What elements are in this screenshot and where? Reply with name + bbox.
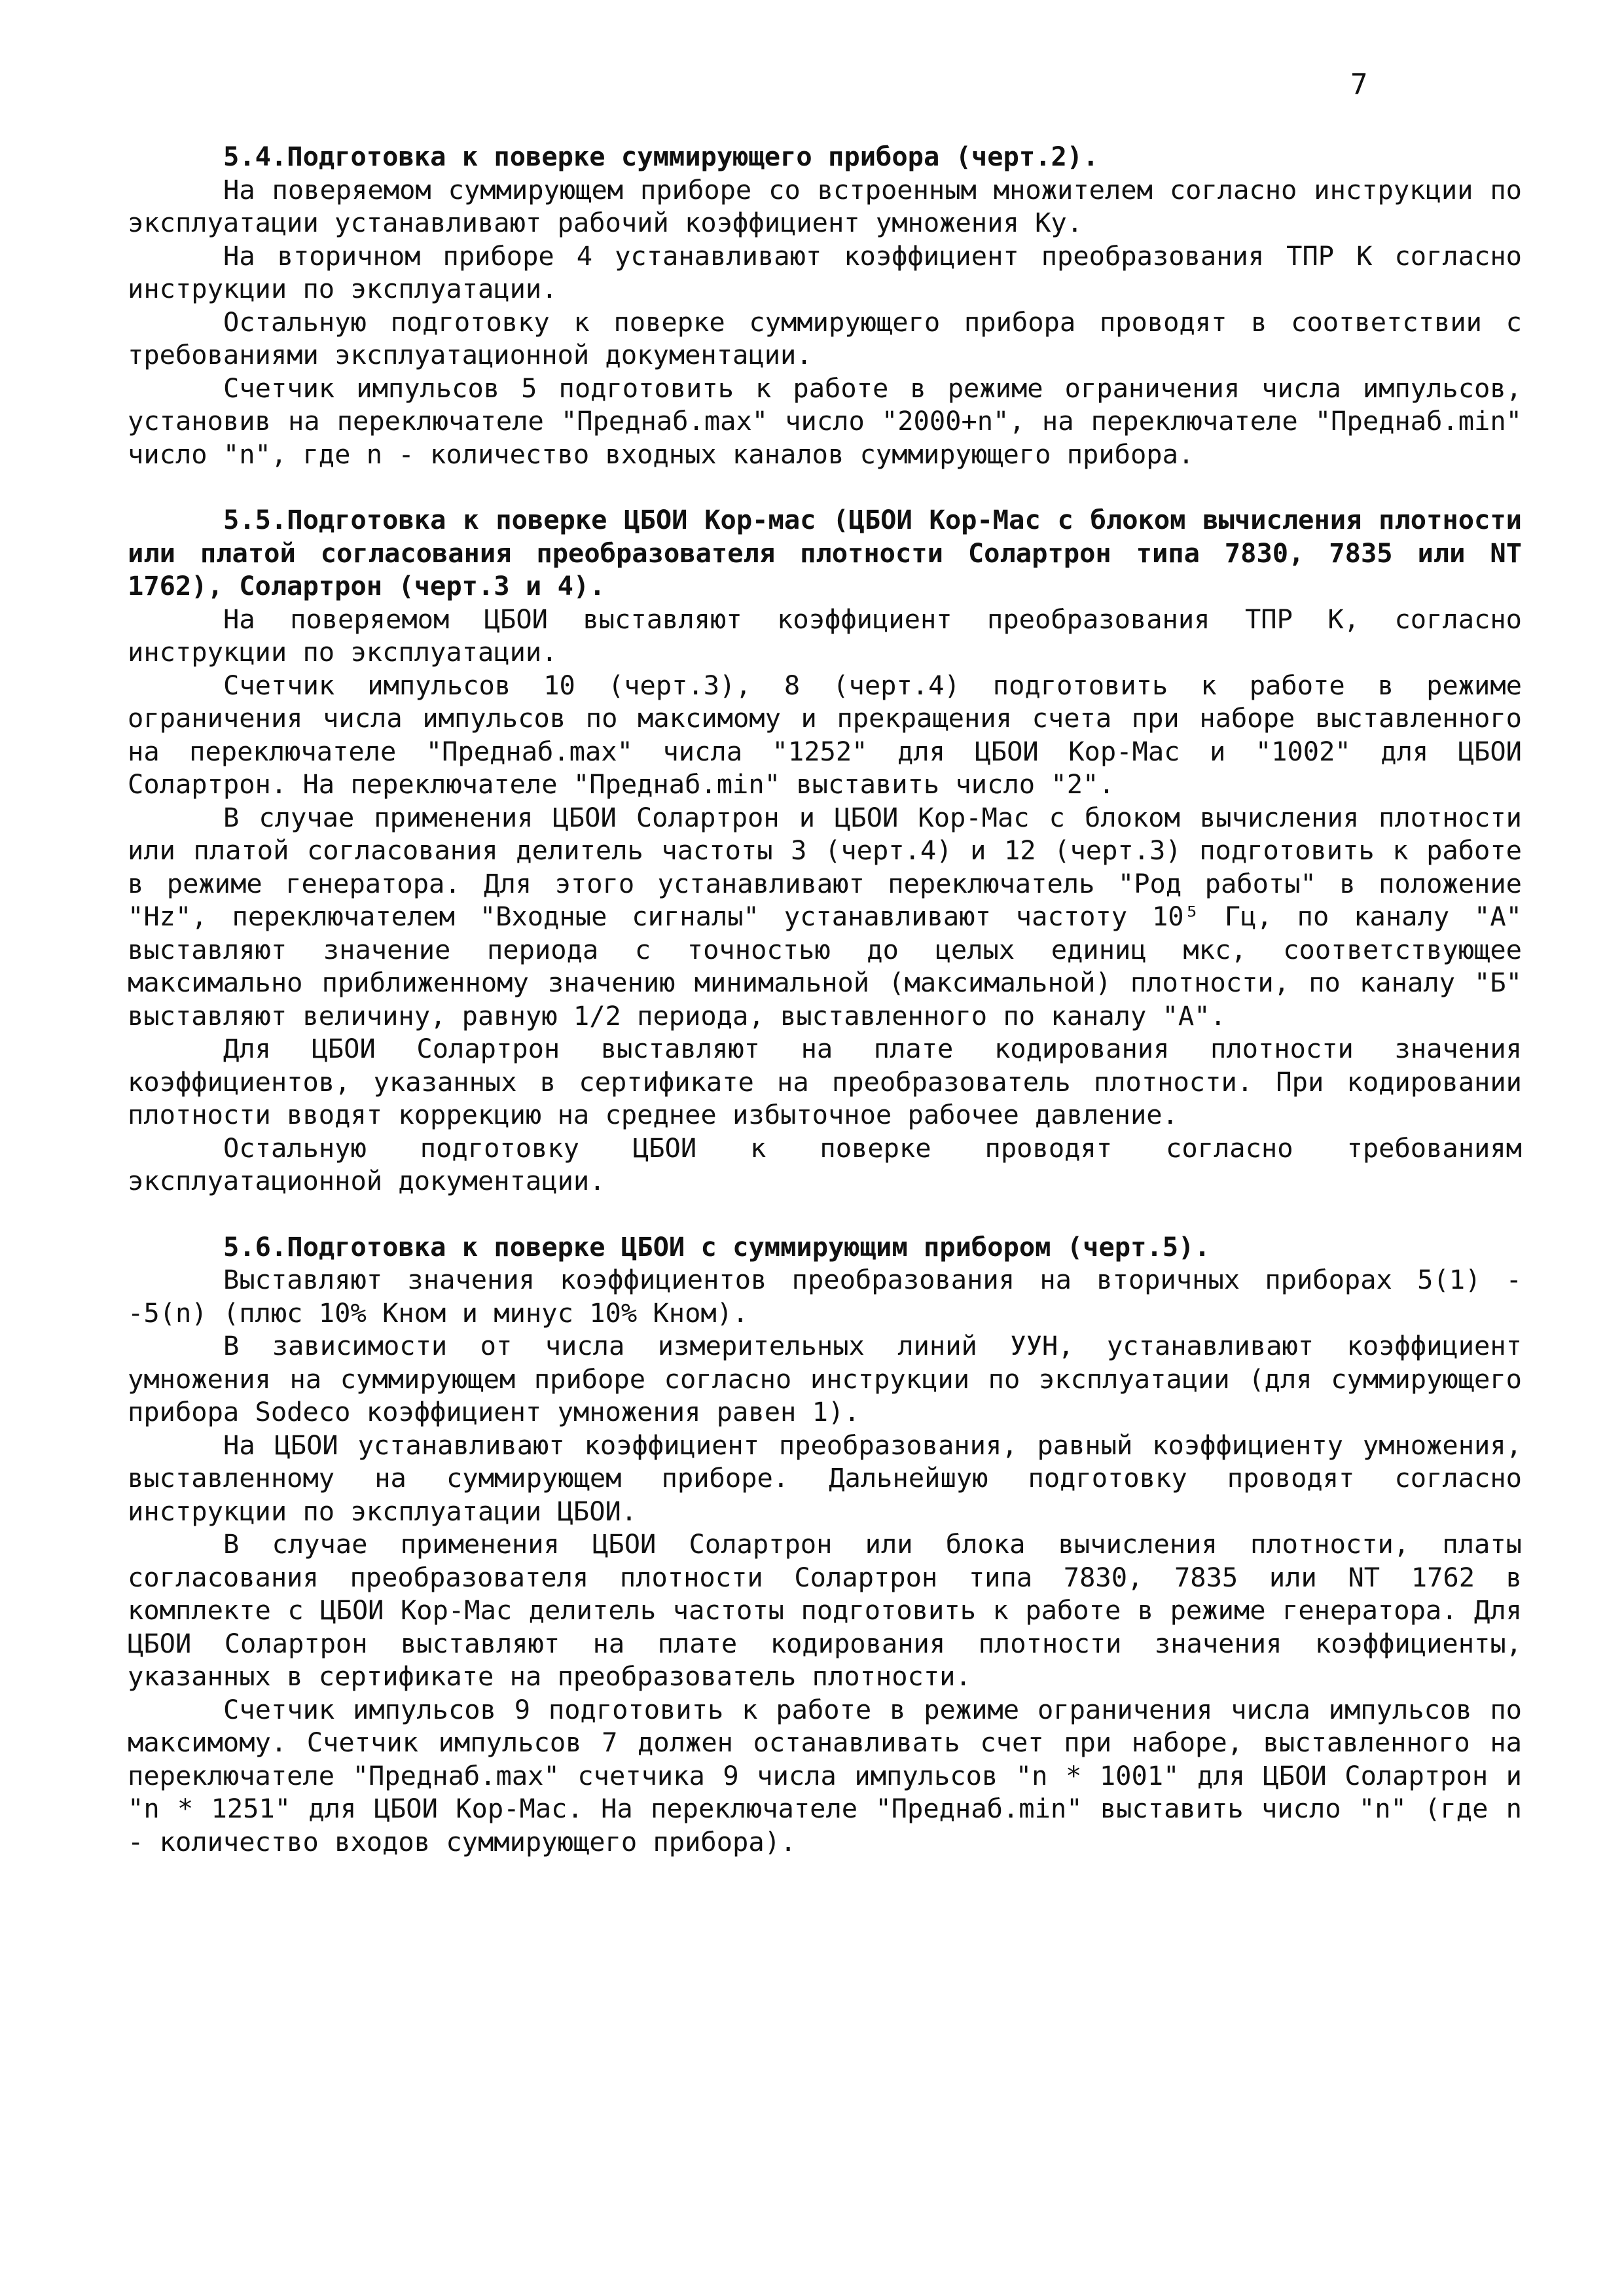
paragraph: В случае применения ЦБОИ Солартрон или блока вычисления плотности, платы согласования преобразователя плотности Солартрон типа 7830, 7835 или NT 1762 в комплекте с ЦБОИ Кор-Мас делитель частоты подготовить к работе в режиме генератора. Для ЦБОИ Солартрон выставляют на плате кодирования плотности значения коэффициенты, указанных в сертификате на преобразователь плотности. xyxy=(128,1528,1522,1692)
section-heading: 5.5.Подготовка к поверке ЦБОИ Кор-мас (ЦБОИ Кор-Мас с блоком вычисления плотности или платой согласования преобразователя плотности Солартрон типа 7830, 7835 или NT 1762), Солартрон (черт.3 и 4). xyxy=(128,504,1522,601)
section-heading: 5.6.Подготовка к поверке ЦБОИ с суммирующим прибором (черт.5). xyxy=(223,1230,1210,1263)
paragraph: Выставляют значения коэффициентов преобразования на вторичных приборах 5(1) - -5(n) (плюс 10% Kном и минус 10% Kном). xyxy=(128,1264,1522,1329)
paragraph: На вторичном приборе 4 устанавливают коэффициент преобразования ТПР К согласно инструкции по эксплуатации. xyxy=(128,240,1522,304)
section-gap xyxy=(128,471,1522,503)
paragraph: На поверяемом ЦБОИ выставляют коэффициент преобразования ТПР К, согласно инструкции по эксплуатации. xyxy=(128,603,1522,668)
section-gap xyxy=(128,1198,1522,1230)
paragraph: На ЦБОИ устанавливают коэффициент преобразования, равный коэффициенту умножения, выставленному на суммирующем приборе. Дальнейшую подготовку проводят согласно инструкции по эксплуатации ЦБОИ. xyxy=(128,1429,1522,1527)
paragraph: На поверяемом суммирующем приборе со встроенным множителем согласно инструкции по эксплуатации устанавливают рабочий коэффициент умножения Kу. xyxy=(128,173,1522,238)
paragraph: В случае применения ЦБОИ Солартрон и ЦБОИ Кор-Мас с блоком вычисления плотности или платой согласования делитель частоты 3 (черт.4) и 12 (черт.3) подготовить к работе в режиме генератора. Для этого устанавливают переключатель "Род работы" в положение "Hz", переключателем "Входные сигналы" устанавливают частоту 10⁵ Гц, по каналу "А" выставляют значение периода с точностью до целых единиц мкс, соответствующее максимально приближенному значению минимальной (максимальной) плотности, по каналу "Б" выставляют величину, равную 1/2 периода, выставленного по каналу "А". xyxy=(128,801,1522,1031)
page-number: 7 xyxy=(1350,68,1368,101)
paragraph: Остальную подготовку ЦБОИ к поверке проводят согласно требованиям эксплуатационной документации. xyxy=(128,1132,1522,1196)
paragraph: Счетчик импульсов 10 (черт.3), 8 (черт.4) подготовить к работе в режиме ограничения числа импульсов по максимому и прекращения счета при наборе выставленного на переключателе "Преднаб.max" числа "1252" для ЦБОИ Кор-Мас и "1002" для ЦБОИ Солартрон. На переключателе "Преднаб.min" выставить число "2". xyxy=(128,669,1522,800)
document-body xyxy=(128,140,1522,1858)
paragraph: Остальную подготовку к поверке суммирующего прибора проводят в соответствии с требованиями эксплуатационной документации. xyxy=(128,306,1522,370)
paragraph: Для ЦБОИ Солартрон выставляют на плате кодирования плотности значения коэффициентов, указанных в сертификате на преобразователь плотности. При кодировании плотности вводят коррекцию на среднее избыточное рабочее давление. xyxy=(128,1033,1522,1130)
paragraph: Счетчик импульсов 5 подготовить к работе в режиме ограничения числа импульсов, установив на переключателе "Преднаб.max" число "2000+n", на переключателе "Преднаб.min" число "n", где n - количество входных каналов суммирующего прибора. xyxy=(128,372,1522,470)
section-heading: 5.4.Подготовка к поверке суммирующего прибора (черт.2). xyxy=(223,141,1099,172)
paragraph: Счетчик импульсов 9 подготовить к работе в режиме ограничения числа импульсов по максимому. Счетчик импульсов 7 должен останавливать счет при наборе, выставленного на переключателе "Преднаб.max" счетчика 9 числа импульсов "n * 1001" для ЦБОИ Солартрон и "n * 1251" для ЦБОИ Кор-Мас. На переключателе "Преднаб.min" выставить число "n" (где n - количество входов суммирующего прибора). xyxy=(128,1693,1522,1857)
paragraph: В зависимости от числа измерительных линий УУН, устанавливают коэффициент умножения на суммирующем приборе согласно инструкции по эксплуатации (для суммирующего прибора Sodeco коэффициент умножения равен 1). xyxy=(128,1330,1522,1427)
